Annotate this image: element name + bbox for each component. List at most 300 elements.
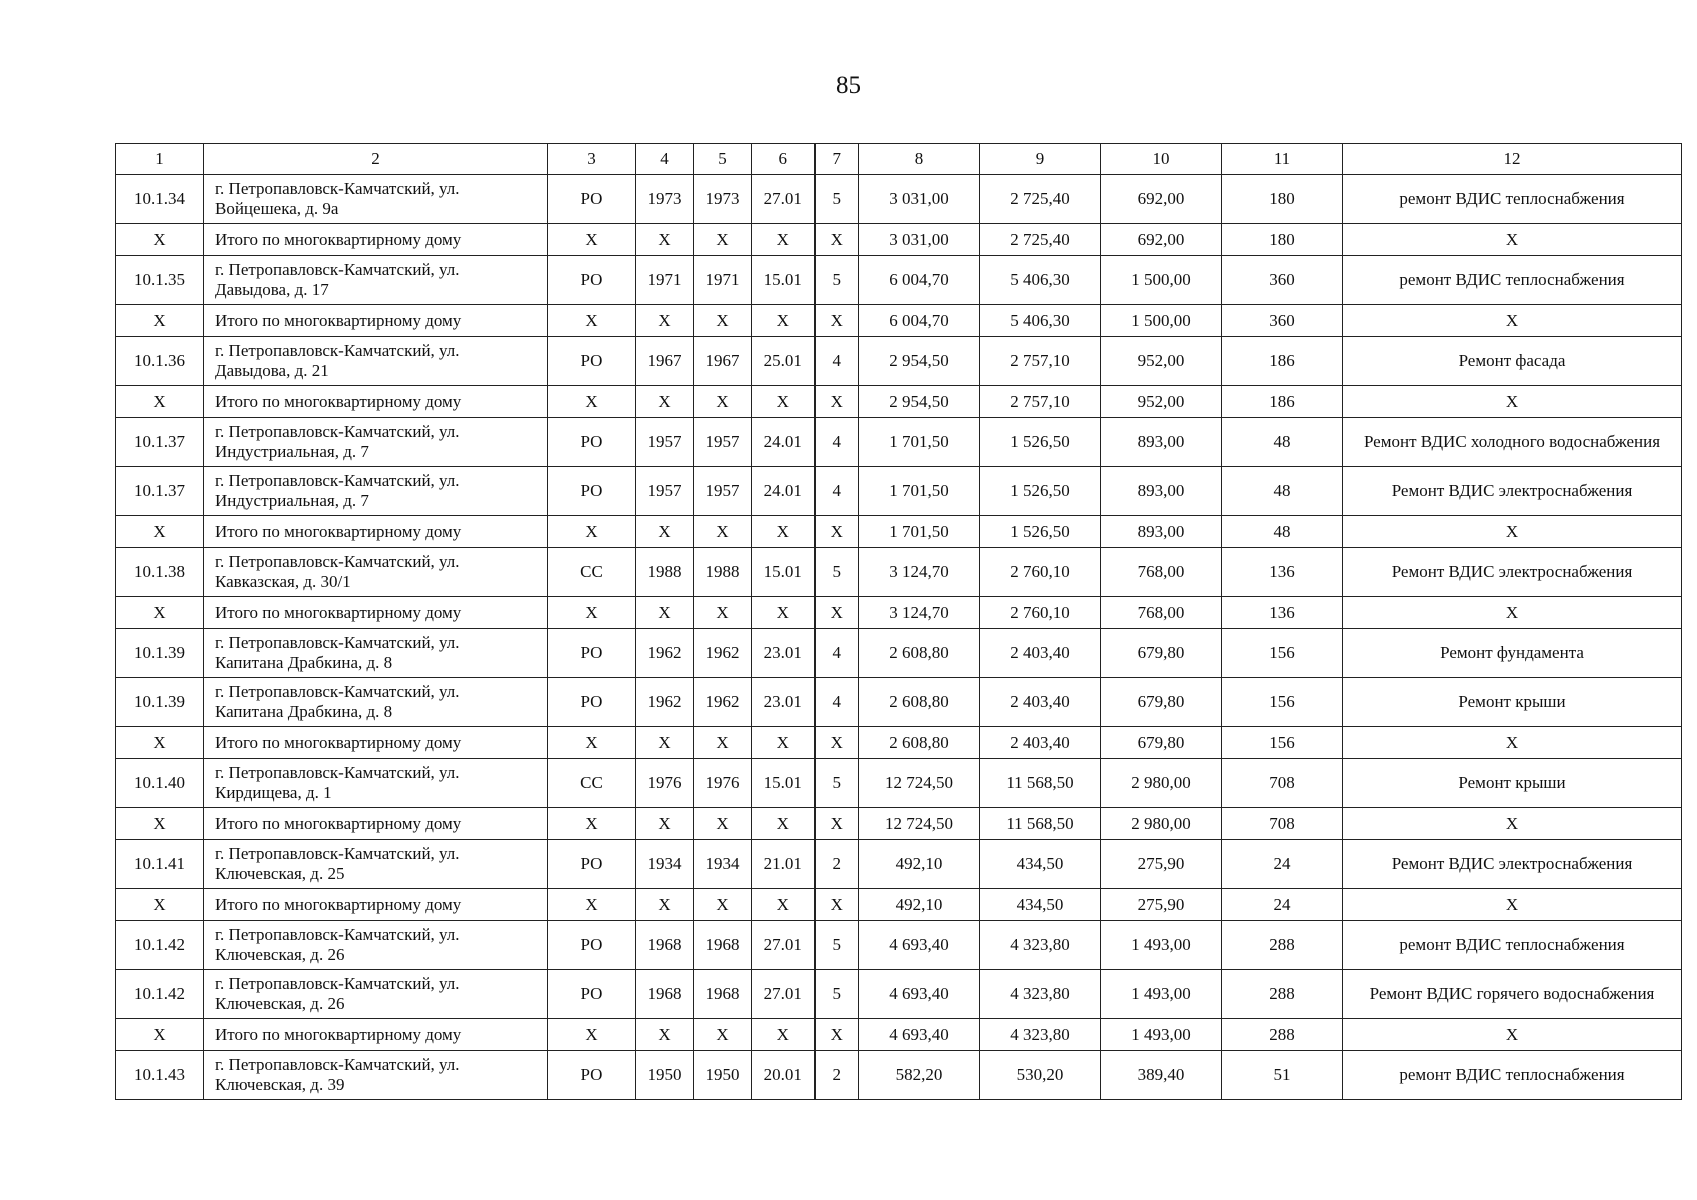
residents-count-cell: 288 (1222, 1019, 1343, 1051)
floors-count-cell: Х (815, 386, 859, 418)
total-area-cell: 2 608,80 (859, 629, 980, 678)
year-commissioned-cell: 1973 (694, 175, 752, 224)
total-area-cell: 3 031,00 (859, 224, 980, 256)
address-cell (204, 678, 548, 727)
address-line-house: Войцешека, д. 9а (215, 199, 339, 218)
work-type-cell: Ремонт ВДИС электроснабжения (1343, 467, 1682, 516)
wall-material-code-cell: Х (752, 1019, 815, 1051)
work-type-cell: Х (1343, 808, 1682, 840)
wall-material-code-cell: Х (752, 889, 815, 921)
wall-material-code-cell: Х (752, 727, 815, 759)
year-commissioned-cell: Х (694, 597, 752, 629)
residents-count-cell: 180 (1222, 175, 1343, 224)
header-cell: 10 (1101, 144, 1222, 175)
residents-count-cell: 708 (1222, 759, 1343, 808)
nonresidential-area-cell: 952,00 (1101, 337, 1222, 386)
work-type-cell: Ремонт фундамента (1343, 629, 1682, 678)
row-number-cell: 10.1.37 (116, 467, 204, 516)
residents-count-cell: 48 (1222, 418, 1343, 467)
page-number: 85 (836, 72, 861, 99)
residential-area-cell: 2 760,10 (980, 548, 1101, 597)
table-row (116, 418, 1682, 467)
work-type-cell: Ремонт крыши (1343, 678, 1682, 727)
floors-count-cell: Х (815, 516, 859, 548)
header-cell: 7 (815, 144, 859, 175)
nonresidential-area-cell: 1 500,00 (1101, 305, 1222, 337)
residents-count-cell: 156 (1222, 727, 1343, 759)
residential-area-cell: 4 323,80 (980, 970, 1101, 1019)
total-area-cell: 12 724,50 (859, 808, 980, 840)
row-number-cell: 10.1.35 (116, 256, 204, 305)
total-row (116, 889, 1682, 921)
work-type-cell: Х (1343, 386, 1682, 418)
wall-material-code-cell: Х (752, 597, 815, 629)
nonresidential-area-cell: 275,90 (1101, 840, 1222, 889)
row-number-cell: 10.1.41 (116, 840, 204, 889)
address-line-city: г. Петропавловск-Камчатский, ул. (215, 763, 460, 782)
address-line-city: г. Петропавловск-Камчатский, ул. (215, 260, 460, 279)
nonresidential-area-cell: 1 493,00 (1101, 921, 1222, 970)
address-line-house: Индустриальная, д. 7 (215, 442, 369, 461)
address-line-house: Капитана Драбкина, д. 8 (215, 653, 393, 672)
residential-area-cell: 4 323,80 (980, 921, 1101, 970)
ownership-type-cell: Х (548, 224, 636, 256)
total-area-cell: 3 031,00 (859, 175, 980, 224)
floors-count-cell: 4 (815, 418, 859, 467)
ownership-type-cell: РО (548, 256, 636, 305)
total-area-cell: 582,20 (859, 1051, 980, 1100)
year-commissioned-cell: Х (694, 808, 752, 840)
residents-count-cell: 24 (1222, 889, 1343, 921)
year-built-cell: Х (636, 889, 694, 921)
repair-register-table (115, 143, 1682, 1100)
address-line-city: г. Петропавловск-Камчатский, ул. (215, 341, 460, 360)
work-type-cell: Х (1343, 597, 1682, 629)
residential-area-cell: 2 725,40 (980, 175, 1101, 224)
wall-material-code-cell: 15.01 (752, 548, 815, 597)
address-cell (204, 759, 548, 808)
residential-area-cell: 2 725,40 (980, 224, 1101, 256)
nonresidential-area-cell: 768,00 (1101, 597, 1222, 629)
address-line-city: г. Петропавловск-Камчатский, ул. (215, 844, 460, 863)
year-commissioned-cell: Х (694, 224, 752, 256)
header-cell: 5 (694, 144, 752, 175)
floors-count-cell: Х (815, 597, 859, 629)
table-row (116, 175, 1682, 224)
total-area-cell: 2 954,50 (859, 386, 980, 418)
year-built-cell: Х (636, 305, 694, 337)
work-type-cell: Ремонт ВДИС холодного водоснабжения (1343, 418, 1682, 467)
ownership-type-cell: Х (548, 889, 636, 921)
work-type-cell: Ремонт ВДИС горячего водоснабжения (1343, 970, 1682, 1019)
floors-count-cell: 5 (815, 548, 859, 597)
residential-area-cell: 434,50 (980, 840, 1101, 889)
total-row (116, 597, 1682, 629)
nonresidential-area-cell: 893,00 (1101, 467, 1222, 516)
nonresidential-area-cell: 275,90 (1101, 889, 1222, 921)
wall-material-code-cell: 27.01 (752, 175, 815, 224)
year-built-cell: 1967 (636, 337, 694, 386)
residents-count-cell: 186 (1222, 337, 1343, 386)
year-built-cell: Х (636, 808, 694, 840)
table-row (116, 840, 1682, 889)
nonresidential-area-cell: 2 980,00 (1101, 759, 1222, 808)
floors-count-cell: 4 (815, 678, 859, 727)
address-cell (204, 629, 548, 678)
table-row (116, 629, 1682, 678)
row-number-cell: Х (116, 727, 204, 759)
year-built-cell: 1971 (636, 256, 694, 305)
year-built-cell: 1957 (636, 418, 694, 467)
row-number-cell: 10.1.36 (116, 337, 204, 386)
address-line-city: г. Петропавловск-Камчатский, ул. (215, 1055, 460, 1074)
total-area-cell: 1 701,50 (859, 418, 980, 467)
nonresidential-area-cell: 893,00 (1101, 418, 1222, 467)
wall-material-code-cell: Х (752, 386, 815, 418)
residential-area-cell: 5 406,30 (980, 256, 1101, 305)
wall-material-code-cell: Х (752, 808, 815, 840)
nonresidential-area-cell: 893,00 (1101, 516, 1222, 548)
nonresidential-area-cell: 679,80 (1101, 727, 1222, 759)
year-built-cell: Х (636, 386, 694, 418)
row-number-cell: 10.1.38 (116, 548, 204, 597)
year-built-cell: 1957 (636, 467, 694, 516)
address-cell (204, 921, 548, 970)
ownership-type-cell: СС (548, 548, 636, 597)
wall-material-code-cell: 27.01 (752, 921, 815, 970)
residential-area-cell: 5 406,30 (980, 305, 1101, 337)
residents-count-cell: 24 (1222, 840, 1343, 889)
row-number-cell: Х (116, 597, 204, 629)
address-line-house: Кавказская, д. 30/1 (215, 572, 351, 591)
year-commissioned-cell: 1957 (694, 467, 752, 516)
year-commissioned-cell: Х (694, 305, 752, 337)
row-number-cell: Х (116, 1019, 204, 1051)
nonresidential-area-cell: 2 980,00 (1101, 808, 1222, 840)
year-commissioned-cell: Х (694, 516, 752, 548)
year-commissioned-cell: 1962 (694, 629, 752, 678)
table-row (116, 759, 1682, 808)
residents-count-cell: 708 (1222, 808, 1343, 840)
floors-count-cell: 4 (815, 467, 859, 516)
floors-count-cell: 2 (815, 840, 859, 889)
residential-area-cell: 2 403,40 (980, 678, 1101, 727)
row-number-cell: 10.1.39 (116, 629, 204, 678)
total-label: Итого по многоквартирному дому (204, 516, 548, 548)
row-number-cell: 10.1.43 (116, 1051, 204, 1100)
residential-area-cell: 2 757,10 (980, 337, 1101, 386)
residents-count-cell: 136 (1222, 548, 1343, 597)
total-area-cell: 1 701,50 (859, 516, 980, 548)
residential-area-cell: 11 568,50 (980, 808, 1101, 840)
total-row (116, 386, 1682, 418)
residents-count-cell: 136 (1222, 597, 1343, 629)
row-number-cell: 10.1.37 (116, 418, 204, 467)
ownership-type-cell: СС (548, 759, 636, 808)
address-cell (204, 337, 548, 386)
year-commissioned-cell: Х (694, 1019, 752, 1051)
row-number-cell: 10.1.42 (116, 970, 204, 1019)
total-label: Итого по многоквартирному дому (204, 1019, 548, 1051)
wall-material-code-cell: 27.01 (752, 970, 815, 1019)
floors-count-cell: Х (815, 224, 859, 256)
nonresidential-area-cell: 1 493,00 (1101, 970, 1222, 1019)
work-type-cell: Х (1343, 516, 1682, 548)
ownership-type-cell: Х (548, 305, 636, 337)
table-row (116, 1051, 1682, 1100)
work-type-cell: ремонт ВДИС теплоснабжения (1343, 256, 1682, 305)
year-commissioned-cell: 1968 (694, 970, 752, 1019)
year-commissioned-cell: 1976 (694, 759, 752, 808)
header-cell: 1 (116, 144, 204, 175)
address-line-house: Давыдова, д. 21 (215, 361, 329, 380)
total-row (116, 305, 1682, 337)
total-area-cell: 4 693,40 (859, 970, 980, 1019)
header-cell: 12 (1343, 144, 1682, 175)
address-cell (204, 1051, 548, 1100)
work-type-cell: ремонт ВДИС теплоснабжения (1343, 175, 1682, 224)
total-area-cell: 6 004,70 (859, 305, 980, 337)
ownership-type-cell: РО (548, 418, 636, 467)
floors-count-cell: Х (815, 1019, 859, 1051)
total-row (116, 516, 1682, 548)
wall-material-code-cell: Х (752, 305, 815, 337)
work-type-cell: Х (1343, 727, 1682, 759)
wall-material-code-cell: 25.01 (752, 337, 815, 386)
wall-material-code-cell: 24.01 (752, 418, 815, 467)
table-row (116, 970, 1682, 1019)
work-type-cell: Ремонт ВДИС электроснабжения (1343, 840, 1682, 889)
total-row (116, 224, 1682, 256)
nonresidential-area-cell: 768,00 (1101, 548, 1222, 597)
wall-material-code-cell: 24.01 (752, 467, 815, 516)
year-commissioned-cell: Х (694, 889, 752, 921)
total-label: Итого по многоквартирному дому (204, 808, 548, 840)
ownership-type-cell: Х (548, 1019, 636, 1051)
floors-count-cell: 5 (815, 759, 859, 808)
floors-count-cell: 5 (815, 256, 859, 305)
wall-material-code-cell: 21.01 (752, 840, 815, 889)
address-cell (204, 175, 548, 224)
address-line-house: Ключевская, д. 39 (215, 1075, 345, 1094)
ownership-type-cell: РО (548, 970, 636, 1019)
total-label: Итого по многоквартирному дому (204, 727, 548, 759)
nonresidential-area-cell: 389,40 (1101, 1051, 1222, 1100)
address-line-city: г. Петропавловск-Камчатский, ул. (215, 552, 460, 571)
residents-count-cell: 288 (1222, 970, 1343, 1019)
floors-count-cell: Х (815, 808, 859, 840)
total-area-cell: 2 608,80 (859, 727, 980, 759)
nonresidential-area-cell: 1 500,00 (1101, 256, 1222, 305)
wall-material-code-cell: Х (752, 516, 815, 548)
total-area-cell: 492,10 (859, 840, 980, 889)
total-area-cell: 3 124,70 (859, 548, 980, 597)
work-type-cell: Х (1343, 224, 1682, 256)
total-label: Итого по многоквартирному дому (204, 224, 548, 256)
year-built-cell: Х (636, 727, 694, 759)
year-built-cell: Х (636, 1019, 694, 1051)
header-cell: 9 (980, 144, 1101, 175)
year-commissioned-cell: Х (694, 727, 752, 759)
residential-area-cell: 2 403,40 (980, 727, 1101, 759)
row-number-cell: Х (116, 808, 204, 840)
total-area-cell: 2 954,50 (859, 337, 980, 386)
table-row (116, 467, 1682, 516)
total-area-cell: 2 608,80 (859, 678, 980, 727)
total-area-cell: 4 693,40 (859, 921, 980, 970)
ownership-type-cell: РО (548, 1051, 636, 1100)
nonresidential-area-cell: 679,80 (1101, 629, 1222, 678)
address-line-house: Давыдова, д. 17 (215, 280, 329, 299)
address-line-city: г. Петропавловск-Камчатский, ул. (215, 633, 460, 652)
total-row (116, 727, 1682, 759)
total-label: Итого по многоквартирному дому (204, 305, 548, 337)
table-row (116, 256, 1682, 305)
row-number-cell: 10.1.39 (116, 678, 204, 727)
residents-count-cell: 360 (1222, 256, 1343, 305)
floors-count-cell: 5 (815, 970, 859, 1019)
row-number-cell: 10.1.34 (116, 175, 204, 224)
floors-count-cell: 5 (815, 175, 859, 224)
year-built-cell: 1962 (636, 629, 694, 678)
total-area-cell: 4 693,40 (859, 1019, 980, 1051)
work-type-cell: Х (1343, 305, 1682, 337)
residential-area-cell: 1 526,50 (980, 467, 1101, 516)
total-area-cell: 6 004,70 (859, 256, 980, 305)
floors-count-cell: 5 (815, 921, 859, 970)
wall-material-code-cell: 15.01 (752, 759, 815, 808)
row-number-cell: Х (116, 516, 204, 548)
wall-material-code-cell: 23.01 (752, 678, 815, 727)
address-cell (204, 256, 548, 305)
floors-count-cell: Х (815, 305, 859, 337)
ownership-type-cell: РО (548, 467, 636, 516)
ownership-type-cell: РО (548, 678, 636, 727)
residential-area-cell: 2 757,10 (980, 386, 1101, 418)
year-built-cell: 1988 (636, 548, 694, 597)
ownership-type-cell: Х (548, 386, 636, 418)
table-row (116, 678, 1682, 727)
residential-area-cell: 2 760,10 (980, 597, 1101, 629)
address-line-house: Индустриальная, д. 7 (215, 491, 369, 510)
total-row (116, 808, 1682, 840)
row-number-cell: Х (116, 224, 204, 256)
year-built-cell: 1976 (636, 759, 694, 808)
year-built-cell: Х (636, 224, 694, 256)
header-cell: 4 (636, 144, 694, 175)
address-line-house: Ключевская, д. 25 (215, 864, 345, 883)
address-cell (204, 970, 548, 1019)
residential-area-cell: 530,20 (980, 1051, 1101, 1100)
table-row (116, 921, 1682, 970)
table-body (116, 144, 1682, 1100)
residents-count-cell: 180 (1222, 224, 1343, 256)
work-type-cell: ремонт ВДИС теплоснабжения (1343, 921, 1682, 970)
floors-count-cell: 4 (815, 629, 859, 678)
residents-count-cell: 48 (1222, 467, 1343, 516)
address-line-city: г. Петропавловск-Камчатский, ул. (215, 471, 460, 490)
row-number-cell: 10.1.40 (116, 759, 204, 808)
floors-count-cell: 2 (815, 1051, 859, 1100)
ownership-type-cell: Х (548, 727, 636, 759)
header-cell: 3 (548, 144, 636, 175)
ownership-type-cell: РО (548, 840, 636, 889)
work-type-cell: Ремонт ВДИС электроснабжения (1343, 548, 1682, 597)
residential-area-cell: 11 568,50 (980, 759, 1101, 808)
year-commissioned-cell: 1957 (694, 418, 752, 467)
year-commissioned-cell: 1968 (694, 921, 752, 970)
residents-count-cell: 48 (1222, 516, 1343, 548)
column-number-row (116, 144, 1682, 175)
ownership-type-cell: Х (548, 597, 636, 629)
row-number-cell: Х (116, 305, 204, 337)
floors-count-cell: Х (815, 727, 859, 759)
residential-area-cell: 1 526,50 (980, 418, 1101, 467)
nonresidential-area-cell: 692,00 (1101, 224, 1222, 256)
residents-count-cell: 360 (1222, 305, 1343, 337)
year-built-cell: 1950 (636, 1051, 694, 1100)
table-row (116, 337, 1682, 386)
residents-count-cell: 288 (1222, 921, 1343, 970)
residents-count-cell: 186 (1222, 386, 1343, 418)
wall-material-code-cell: Х (752, 224, 815, 256)
work-type-cell: Ремонт фасада (1343, 337, 1682, 386)
address-line-city: г. Петропавловск-Камчатский, ул. (215, 179, 460, 198)
year-commissioned-cell: Х (694, 386, 752, 418)
total-label: Итого по многоквартирному дому (204, 889, 548, 921)
address-cell (204, 418, 548, 467)
year-commissioned-cell: 1988 (694, 548, 752, 597)
total-area-cell: 1 701,50 (859, 467, 980, 516)
year-built-cell: 1968 (636, 921, 694, 970)
address-line-house: Кирдищева, д. 1 (215, 783, 332, 802)
year-commissioned-cell: 1934 (694, 840, 752, 889)
address-line-city: г. Петропавловск-Камчатский, ул. (215, 682, 460, 701)
total-row (116, 1019, 1682, 1051)
work-type-cell: ремонт ВДИС теплоснабжения (1343, 1051, 1682, 1100)
residential-area-cell: 4 323,80 (980, 1019, 1101, 1051)
wall-material-code-cell: 23.01 (752, 629, 815, 678)
ownership-type-cell: Х (548, 808, 636, 840)
work-type-cell: Х (1343, 889, 1682, 921)
address-line-house: Капитана Драбкина, д. 8 (215, 702, 393, 721)
row-number-cell: Х (116, 386, 204, 418)
total-area-cell: 12 724,50 (859, 759, 980, 808)
residential-area-cell: 1 526,50 (980, 516, 1101, 548)
total-label: Итого по многоквартирному дому (204, 597, 548, 629)
ownership-type-cell: РО (548, 921, 636, 970)
nonresidential-area-cell: 952,00 (1101, 386, 1222, 418)
table-row (116, 548, 1682, 597)
wall-material-code-cell: 20.01 (752, 1051, 815, 1100)
residents-count-cell: 156 (1222, 678, 1343, 727)
ownership-type-cell: Х (548, 516, 636, 548)
nonresidential-area-cell: 679,80 (1101, 678, 1222, 727)
address-cell (204, 548, 548, 597)
ownership-type-cell: РО (548, 629, 636, 678)
year-built-cell: Х (636, 597, 694, 629)
floors-count-cell: 4 (815, 337, 859, 386)
year-built-cell: 1934 (636, 840, 694, 889)
total-area-cell: 492,10 (859, 889, 980, 921)
year-built-cell: Х (636, 516, 694, 548)
row-number-cell: Х (116, 889, 204, 921)
year-commissioned-cell: 1967 (694, 337, 752, 386)
residents-count-cell: 51 (1222, 1051, 1343, 1100)
year-commissioned-cell: 1950 (694, 1051, 752, 1100)
year-commissioned-cell: 1971 (694, 256, 752, 305)
header-cell: 8 (859, 144, 980, 175)
